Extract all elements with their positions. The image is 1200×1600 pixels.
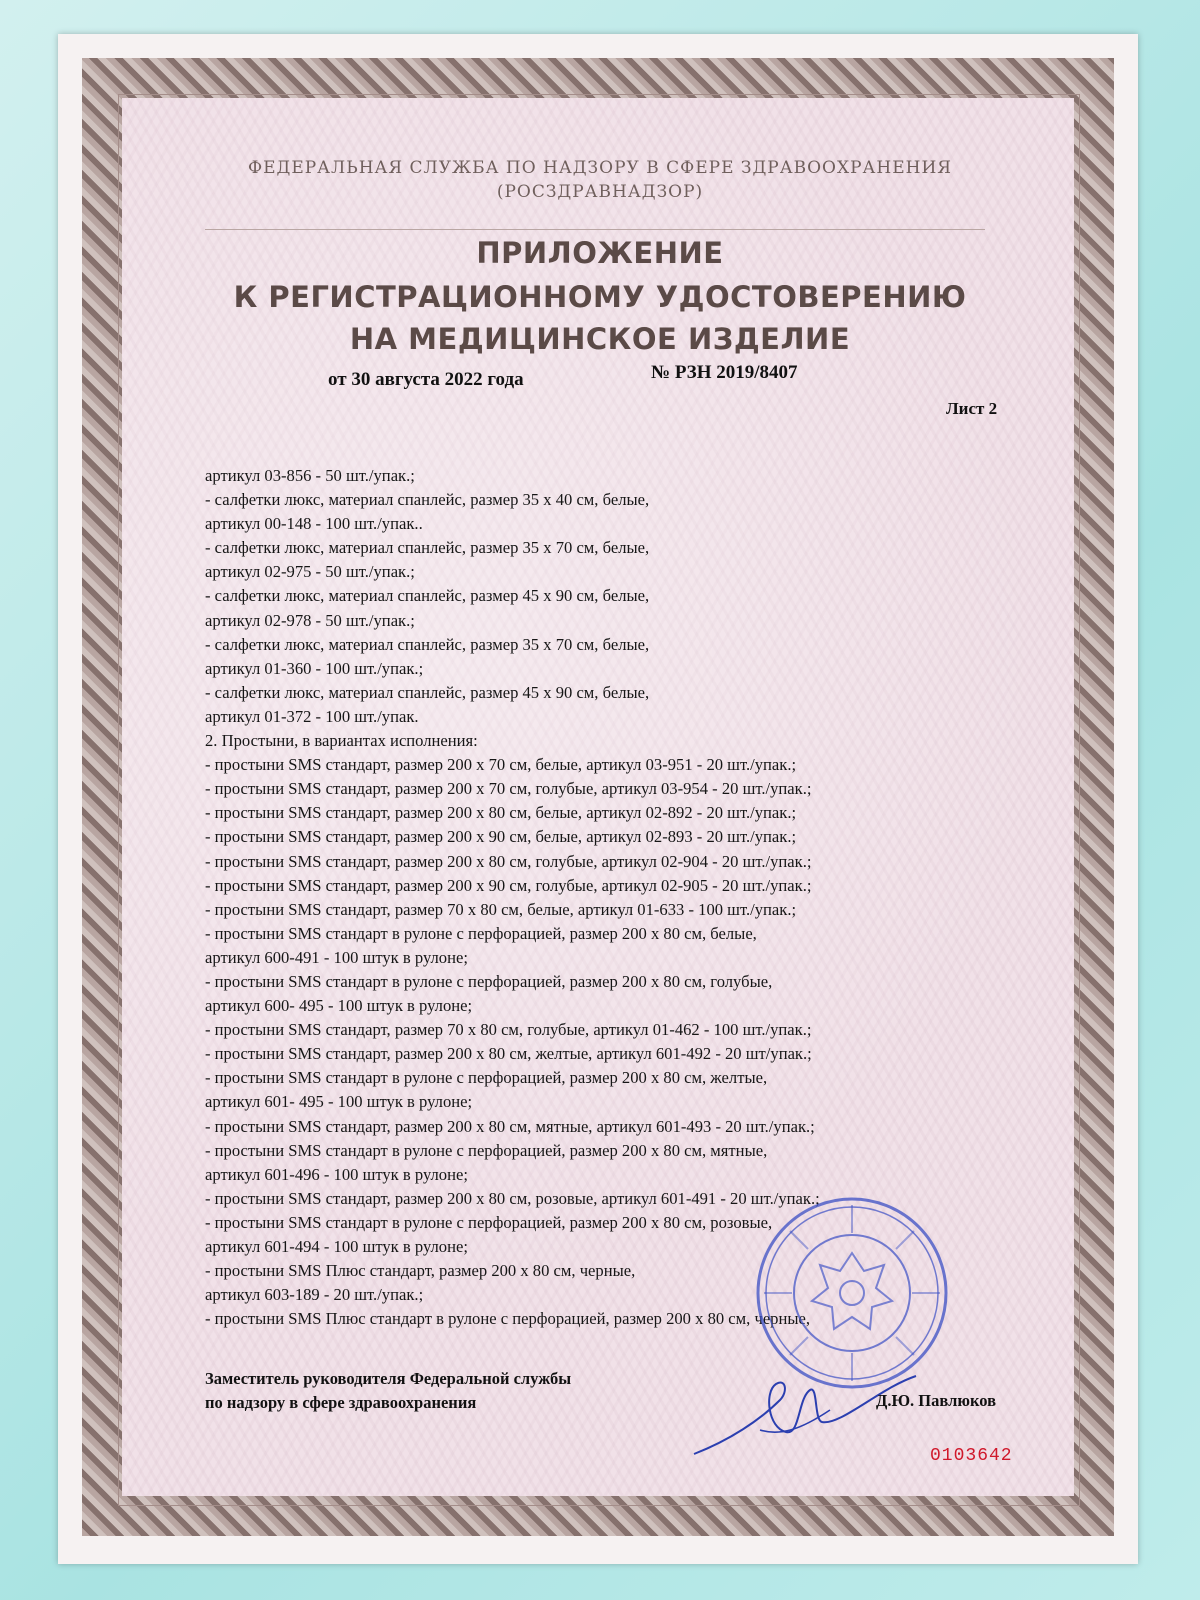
text-line: - салфетки люкс, материал спанлейс, размер 45 х 90 см, белые, bbox=[205, 682, 650, 702]
text-line: артикул 01-372 - 100 шт./упак. bbox=[205, 706, 419, 726]
text-line: 2. Простыни, в вариантах исполнения: bbox=[205, 731, 478, 751]
text-line: - простыни SMS стандарт, размер 200 х 80 см, желтые, артикул 601-492 - 20 шт/упак.; bbox=[205, 1044, 812, 1064]
text-line: артикул 600-491 - 100 штук в рулоне; bbox=[205, 947, 468, 967]
header-divider bbox=[205, 229, 985, 230]
text-line: - простыни SMS стандарт в рулоне с перфорацией, размер 200 х 80 см, желтые, bbox=[205, 1068, 768, 1088]
text-line: - простыни SMS стандарт, размер 200 х 80 см, мятные, артикул 601-493 - 20 шт./упак.; bbox=[205, 1116, 815, 1136]
text-line: - простыни SMS стандарт, размер 200 х 90 см, голубые, артикул 02-905 - 20 шт./упак.; bbox=[205, 875, 812, 895]
text-line: - салфетки люкс, материал спанлейс, размер 45 х 90 см, белые, bbox=[205, 586, 650, 606]
text-line: - простыни SMS стандарт, размер 70 х 80 см, голубые, артикул 01-462 - 100 шт./упак.; bbox=[205, 1020, 812, 1040]
signatory-title bbox=[205, 1367, 571, 1415]
agency-name: ФЕДЕРАЛЬНАЯ СЛУЖБА ПО НАДЗОРУ В СФЕРЕ ЗДРАВООХРАНЕНИЯ bbox=[247, 158, 953, 178]
text-line: артикул 601- 495 - 100 штук в рулоне; bbox=[205, 1092, 473, 1112]
signatory-title-line2: по надзору в сфере здравоохранения bbox=[205, 1393, 477, 1412]
text-line: артикул 601-494 - 100 штук в рулоне; bbox=[205, 1237, 468, 1256]
text-line: артикул 601-496 - 100 штук в рулоне; bbox=[205, 1164, 468, 1184]
document-title-line3: НА МЕДИЦИНСКОЕ ИЗДЕЛИЕ bbox=[349, 322, 851, 356]
text-line: - простыни SMS Плюс стандарт, размер 200 х 80 см, черные, bbox=[205, 1261, 636, 1281]
text-line: - простыни SMS стандарт, размер 70 х 80 см, белые, артикул 01-633 - 100 шт./упак.; bbox=[205, 899, 797, 919]
text-line: артикул 01-360 - 100 шт./упак.; bbox=[205, 658, 424, 678]
agency-abbreviation: (РОСЗДРАВНАДЗОР) bbox=[496, 182, 704, 202]
signatory-name: Д.Ю. Павлюков bbox=[876, 1391, 996, 1410]
text-line: - простыни SMS стандарт в рулоне с перфорацией, размер 200 х 80 см, розовые, bbox=[205, 1212, 773, 1232]
text-line: - простыни SMS стандарт, размер 200 х 70 см, белые, артикул 03-951 - 20 шт./упак.; bbox=[205, 755, 797, 775]
handwritten-signature bbox=[690, 1370, 920, 1460]
text-line: артикул 603-189 - 20 шт./упак.; bbox=[205, 1285, 424, 1305]
text-line: - салфетки люкс, материал спанлейс, размер 35 х 70 см, белые, bbox=[205, 634, 650, 654]
official-seal-stamp bbox=[752, 1193, 952, 1393]
text-line: - простыни SMS стандарт в рулоне с перфорацией, размер 200 х 80 см, мятные, bbox=[205, 1140, 768, 1160]
text-line: артикул 600- 495 - 100 штук в рулоне; bbox=[205, 996, 473, 1016]
serial-number: 0103642 bbox=[930, 1446, 1013, 1466]
registration-number: № РЗН 2019/8407 bbox=[651, 362, 798, 383]
signatory-title-line1: Заместитель руководителя Федеральной службы bbox=[205, 1369, 572, 1388]
text-line: артикул 02-978 - 50 шт./упак.; bbox=[205, 610, 415, 630]
text-line: - салфетки люкс, материал спанлейс, размер 35 х 70 см, белые, bbox=[205, 538, 650, 558]
text-line: - простыни SMS стандарт в рулоне с перфорацией, размер 200 х 80 см, белые, bbox=[205, 923, 757, 943]
text-line: - простыни SMS стандарт, размер 200 х 80 см, голубые, артикул 02-904 - 20 шт./упак.; bbox=[205, 851, 812, 871]
document-date: от 30 августа 2022 года bbox=[328, 369, 524, 390]
text-line: артикул 02-975 - 50 шт./упак.; bbox=[205, 562, 415, 582]
text-line: - салфетки люкс, материал спанлейс, размер 35 х 40 см, белые, bbox=[205, 490, 650, 510]
text-line: артикул 00-148 - 100 шт./упак.. bbox=[205, 514, 423, 534]
document-title-line1: ПРИЛОЖЕНИЕ bbox=[476, 236, 724, 270]
text-line: - простыни SMS стандарт, размер 200 х 70 см, голубые, артикул 03-954 - 20 шт./упак.; bbox=[205, 779, 812, 799]
text-line: - простыни SMS стандарт, размер 200 х 80 см, белые, артикул 02-892 - 20 шт./упак.; bbox=[205, 803, 797, 823]
text-line: - простыни SMS Плюс стандарт в рулоне с перфорацией, размер 200 х 80 см, черные, bbox=[205, 1309, 811, 1329]
text-line: - простыни SMS стандарт, размер 200 х 90 см, белые, артикул 02-893 - 20 шт./упак.; bbox=[205, 827, 797, 847]
sheet-number: Лист 2 bbox=[946, 399, 998, 418]
text-line: артикул 03-856 - 50 шт./упак.; bbox=[205, 466, 415, 485]
document-title-line2: К РЕГИСТРАЦИОННОМУ УДОСТОВЕРЕНИЮ bbox=[233, 280, 967, 314]
text-line: - простыни SMS стандарт, размер 200 х 80 см, розовые, артикул 601-491 - 20 шт./упак.; bbox=[205, 1188, 820, 1208]
text-line: - простыни SMS стандарт в рулоне с перфорацией, размер 200 х 80 см, голубые, bbox=[205, 971, 773, 991]
